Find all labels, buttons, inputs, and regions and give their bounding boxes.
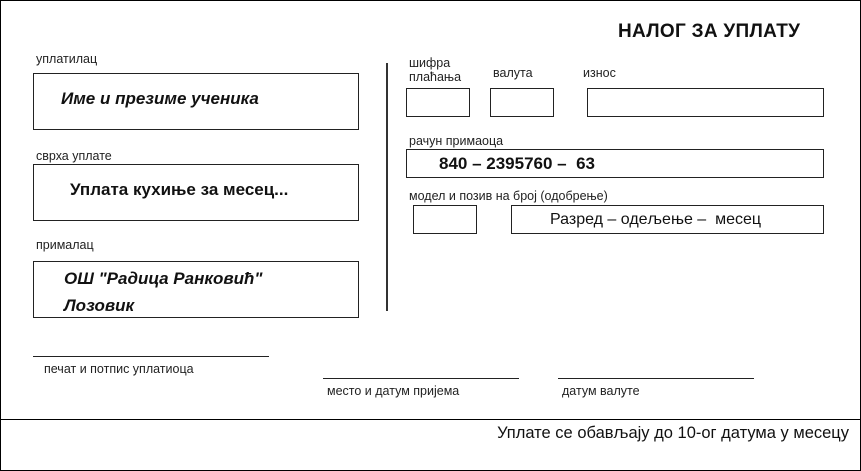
payment-code-field[interactable] — [406, 88, 470, 117]
payer-label: уплатилац — [36, 52, 98, 66]
place-date-line — [323, 378, 519, 379]
payer-field[interactable] — [33, 73, 359, 130]
purpose-value: Уплата кухиње за месец... — [70, 180, 289, 199]
recipient-field[interactable] — [33, 261, 359, 318]
recipient-line2: Лозовик — [64, 296, 135, 315]
payment-code-label-1: шифра — [409, 56, 451, 70]
value-date-line — [558, 378, 754, 379]
value-date-label: датум валуте — [562, 384, 640, 398]
account-value: 840 – 2395760 – 63 — [439, 154, 595, 173]
payer-value: Име и презиме ученика — [61, 89, 259, 108]
recipient-line1: ОШ "Радица Ранковић" — [64, 269, 263, 288]
purpose-field[interactable] — [33, 164, 359, 221]
account-label: рачун примаоца — [409, 134, 504, 148]
reference-value: Разред – одељење – месец — [550, 211, 762, 228]
amount-field[interactable] — [587, 88, 824, 117]
currency-label: валута — [493, 66, 533, 80]
model-reference-label: модел и позив на број (одобрење) — [409, 189, 608, 203]
purpose-label: сврха уплате — [36, 149, 112, 163]
recipient-label: прималац — [36, 238, 94, 252]
model-field[interactable] — [413, 205, 477, 234]
slip-title: НАЛОГ ЗА УПЛАТУ — [618, 21, 801, 42]
signature-line — [33, 356, 269, 357]
footer-note: Уплате се обављају до 10-ог датума у месецу — [497, 424, 849, 442]
reference-field[interactable] — [511, 205, 824, 234]
account-field[interactable] — [406, 149, 824, 178]
currency-field[interactable] — [490, 88, 554, 117]
footer-divider — [0, 419, 861, 420]
column-separator — [386, 63, 388, 311]
amount-label: износ — [583, 66, 616, 80]
signature-label: печат и потпис уплатиоца — [44, 362, 194, 376]
place-date-label: место и датум пријема — [327, 384, 460, 398]
payment-code-label-2: плаћања — [409, 70, 462, 84]
